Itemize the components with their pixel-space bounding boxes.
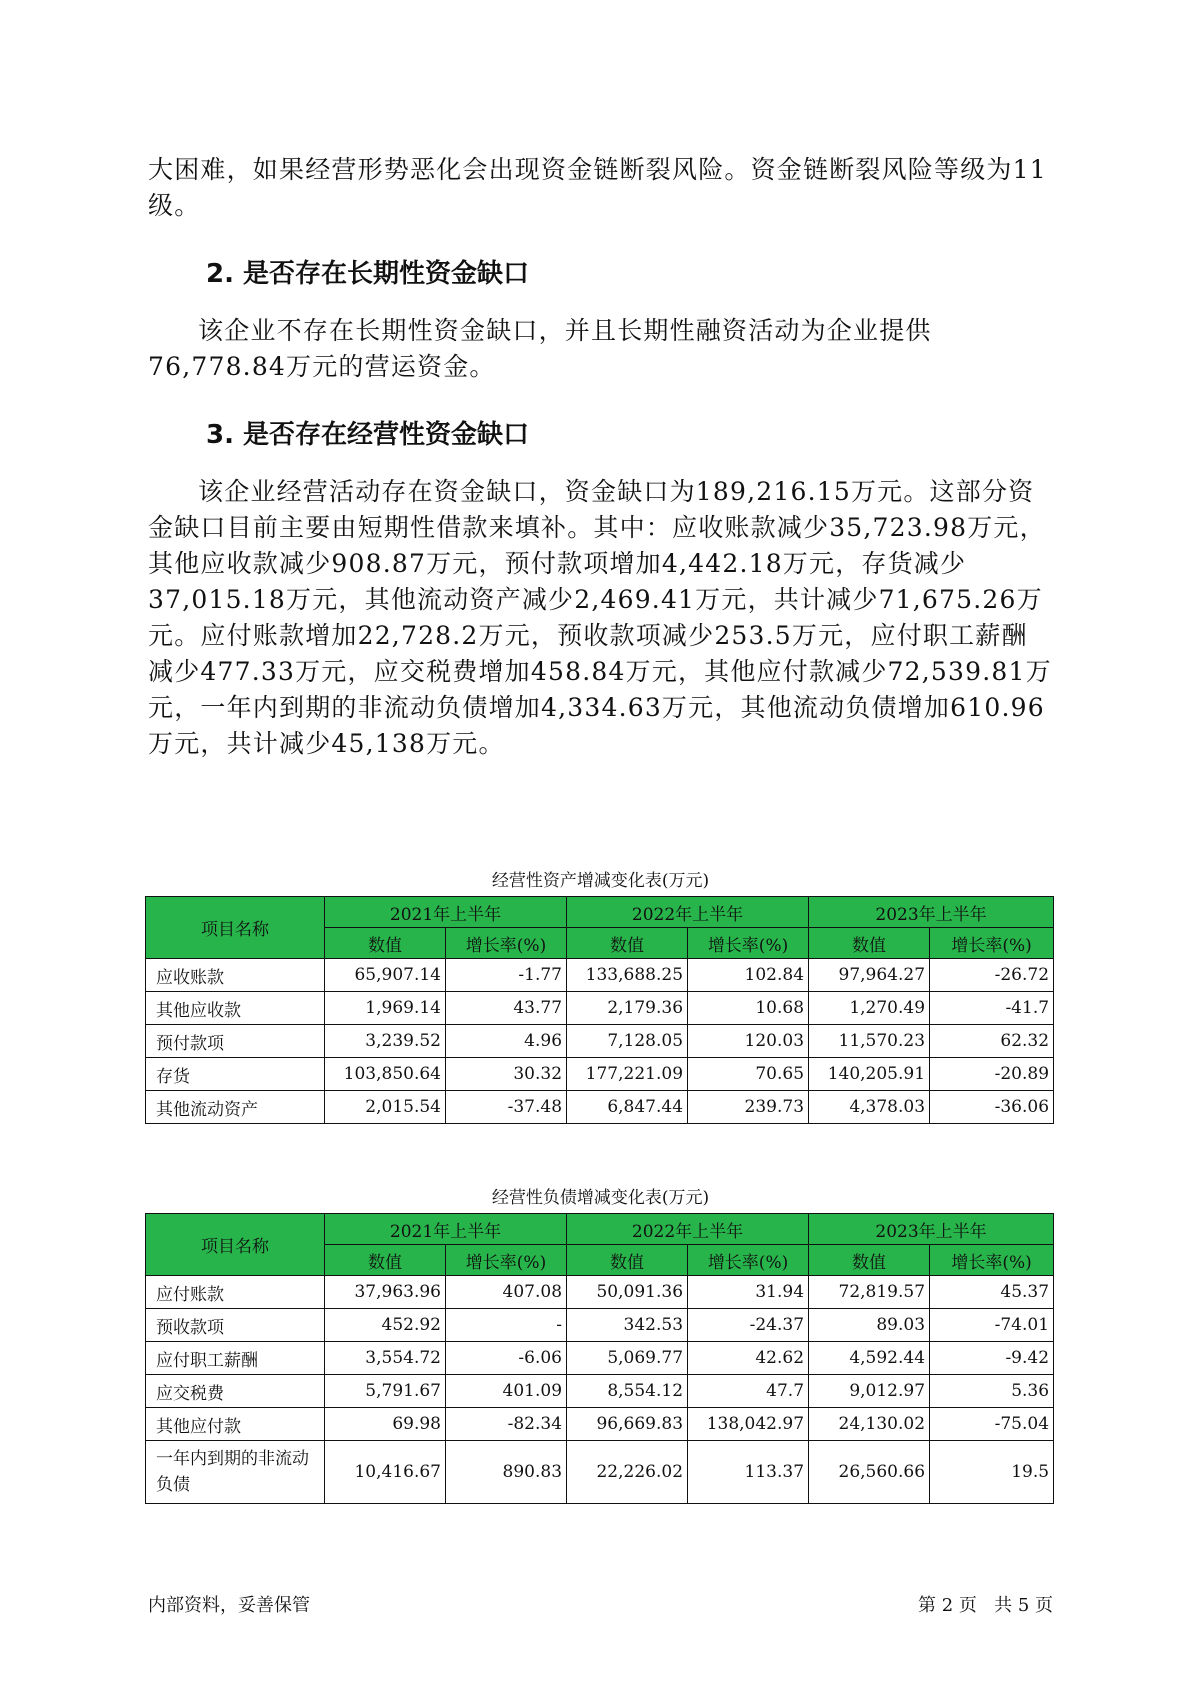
cell: 1,270.49: [809, 992, 930, 1025]
cell: 10.68: [688, 992, 809, 1025]
cell: -9.42: [930, 1342, 1054, 1375]
cell: -41.7: [930, 992, 1054, 1025]
liability-table-caption: 经营性负债增减变化表(万元): [491, 1188, 710, 1208]
cell: 72,819.57: [809, 1276, 930, 1309]
cell: 113.37: [688, 1441, 809, 1504]
table-row: [146, 1342, 1054, 1375]
header-value: 数值: [809, 1245, 930, 1276]
cell: 97,964.27: [809, 959, 930, 992]
cell: -74.01: [930, 1309, 1054, 1342]
row-name: 应交税费: [146, 1375, 325, 1408]
header-year-2023: 2023年上半年: [809, 897, 1054, 928]
cell: 177,221.09: [567, 1058, 688, 1091]
liability-table: [145, 1213, 1054, 1504]
cell: 4.96: [446, 1025, 567, 1058]
section-heading-2: 2. 是否存在长期性资金缺口: [206, 259, 530, 289]
footer-confidential: 内部资料，妥善保管: [148, 1595, 310, 1616]
header-item-name: 项目名称: [146, 897, 325, 959]
page-number: 第 2 页 共 5 页: [918, 1595, 1053, 1616]
table-row: [146, 992, 1054, 1025]
cell: 2,015.54: [325, 1091, 446, 1124]
row-name: 应付账款: [146, 1276, 325, 1309]
header-value: 数值: [809, 928, 930, 959]
header-growth: 增长率(%): [930, 1245, 1054, 1276]
header-growth: 增长率(%): [930, 928, 1054, 959]
paragraph-2: 该企业不存在长期性资金缺口，并且长期性融资活动为企业提供76,778.84万元的营运资金。: [148, 316, 932, 381]
cell: 26,560.66: [809, 1441, 930, 1504]
cell: 65,907.14: [325, 959, 446, 992]
header-growth: 增长率(%): [688, 928, 809, 959]
header-year-2021: 2021年上半年: [325, 1214, 567, 1245]
row-name: 应付职工薪酬: [146, 1342, 325, 1375]
asset-table-caption: 经营性资产增减变化表(万元): [491, 871, 710, 891]
header-year-2023: 2023年上半年: [809, 1214, 1054, 1245]
cell: 47.7: [688, 1375, 809, 1408]
cell: -36.06: [930, 1091, 1054, 1124]
row-name: 应收账款: [146, 959, 325, 992]
table-row: [146, 1375, 1054, 1408]
paragraph-3: 该企业经营活动存在资金缺口，资金缺口为189,216.15万元。这部分资金缺口目前主要由短期性借款来填补。其中：应收账款减少35,723.98万元，其他应收款减少908.87万元，预付款项增加4,442.18万元，存货减少37,015.18万元，其他流动资产减少2,469.41万元，共计减少71,675.26万元。应付账款增加22,728.2万元，预收款项减少253.5万元，应付职工薪酬减少477.33万元，应交税费增加458.84万元，其他应付款减少72,539.81万元，一年内到期的非流动负债增加4,334.63万元，其他流动负债增加610.96万元，共计减少45,138万元。: [148, 477, 1052, 758]
header-value: 数值: [325, 928, 446, 959]
header-year-2021: 2021年上半年: [325, 897, 567, 928]
cell: 5.36: [930, 1375, 1054, 1408]
cell: 42.62: [688, 1342, 809, 1375]
cell: -1.77: [446, 959, 567, 992]
table-row: [146, 1309, 1054, 1342]
cell: 70.65: [688, 1058, 809, 1091]
cell: 103,850.64: [325, 1058, 446, 1091]
cell: 45.37: [930, 1276, 1054, 1309]
header-year-2022: 2022年上半年: [567, 897, 809, 928]
section-heading-3: 3. 是否存在经营性资金缺口: [206, 420, 530, 450]
row-name: 预收款项: [146, 1309, 325, 1342]
cell: 3,554.72: [325, 1342, 446, 1375]
cell: 30.32: [446, 1058, 567, 1091]
header-year-2022: 2022年上半年: [567, 1214, 809, 1245]
cell: 6,847.44: [567, 1091, 688, 1124]
cell: 133,688.25: [567, 959, 688, 992]
cell: -24.37: [688, 1309, 809, 1342]
header-item-name: 项目名称: [146, 1214, 325, 1276]
cell: 22,226.02: [567, 1441, 688, 1504]
cell: 89.03: [809, 1309, 930, 1342]
cell: 11,570.23: [809, 1025, 930, 1058]
table-row: [146, 1091, 1054, 1124]
cell: 239.73: [688, 1091, 809, 1124]
row-name: 存货: [146, 1058, 325, 1091]
row-name: 其他流动资产: [146, 1091, 325, 1124]
header-growth: 增长率(%): [446, 928, 567, 959]
cell: 50,091.36: [567, 1276, 688, 1309]
cell: -75.04: [930, 1408, 1054, 1441]
table-row: [146, 1441, 1054, 1504]
header-growth: 增长率(%): [446, 1245, 567, 1276]
cell: -37.48: [446, 1091, 567, 1124]
cell: 24,130.02: [809, 1408, 930, 1441]
paragraph-1: 大困难，如果经营形势恶化会出现资金链断裂风险。资金链断裂风险等级为11级。: [148, 155, 1047, 220]
cell: 140,205.91: [809, 1058, 930, 1091]
cell: 4,378.03: [809, 1091, 930, 1124]
table-row: [146, 1025, 1054, 1058]
cell: 5,069.77: [567, 1342, 688, 1375]
cell: 890.83: [446, 1441, 567, 1504]
cell: 62.32: [930, 1025, 1054, 1058]
cell: 19.5: [930, 1441, 1054, 1504]
cell: 138,042.97: [688, 1408, 809, 1441]
cell: 7,128.05: [567, 1025, 688, 1058]
cell: 3,239.52: [325, 1025, 446, 1058]
table-row: [146, 1276, 1054, 1309]
cell: 1,969.14: [325, 992, 446, 1025]
cell: -82.34: [446, 1408, 567, 1441]
cell: -26.72: [930, 959, 1054, 992]
cell: 342.53: [567, 1309, 688, 1342]
header-value: 数值: [567, 1245, 688, 1276]
cell: 69.98: [325, 1408, 446, 1441]
row-name: 预付款项: [146, 1025, 325, 1058]
cell: 120.03: [688, 1025, 809, 1058]
table-row: [146, 1408, 1054, 1441]
row-name: 一年内到期的非流动负债: [146, 1441, 325, 1504]
asset-table: [145, 896, 1054, 1124]
cell: 96,669.83: [567, 1408, 688, 1441]
row-name: 其他应付款: [146, 1408, 325, 1441]
cell: 43.77: [446, 992, 567, 1025]
cell: 102.84: [688, 959, 809, 992]
cell: 407.08: [446, 1276, 567, 1309]
cell: 2,179.36: [567, 992, 688, 1025]
cell: 37,963.96: [325, 1276, 446, 1309]
header-value: 数值: [567, 928, 688, 959]
cell: -: [446, 1309, 567, 1342]
header-value: 数值: [325, 1245, 446, 1276]
cell: 9,012.97: [809, 1375, 930, 1408]
cell: 10,416.67: [325, 1441, 446, 1504]
table-row: [146, 959, 1054, 992]
table-row: [146, 1058, 1054, 1091]
cell: -6.06: [446, 1342, 567, 1375]
cell: 8,554.12: [567, 1375, 688, 1408]
cell: 4,592.44: [809, 1342, 930, 1375]
header-growth: 增长率(%): [688, 1245, 809, 1276]
cell: 5,791.67: [325, 1375, 446, 1408]
cell: -20.89: [930, 1058, 1054, 1091]
row-name: 其他应收款: [146, 992, 325, 1025]
cell: 452.92: [325, 1309, 446, 1342]
cell: 401.09: [446, 1375, 567, 1408]
cell: 31.94: [688, 1276, 809, 1309]
